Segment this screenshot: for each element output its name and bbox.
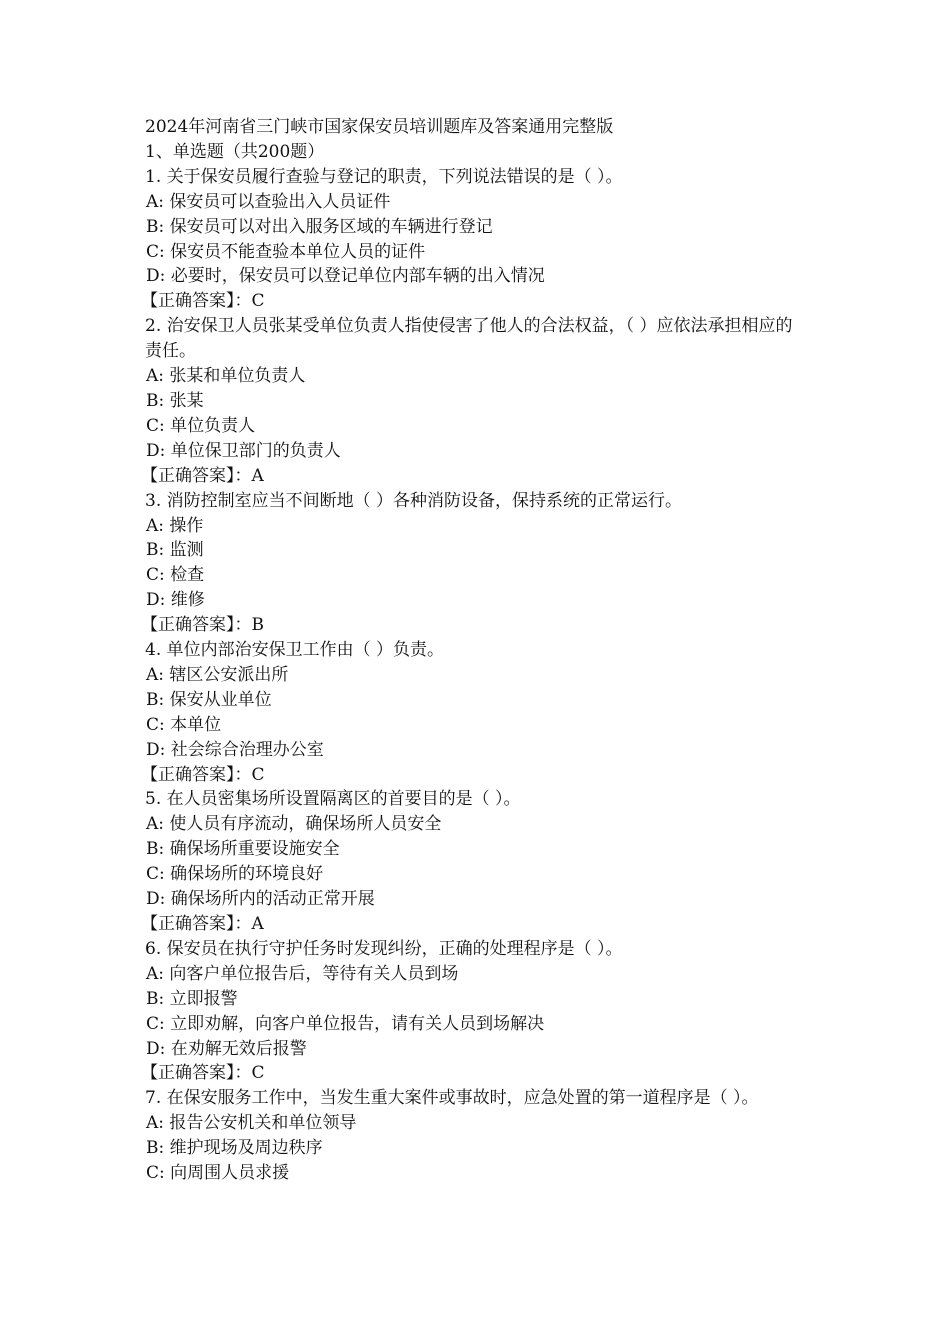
option-d: D: 在劝解无效后报警	[146, 1038, 307, 1059]
option-b: B: 立即报警	[146, 988, 238, 1009]
document-title: 2024年河南省三门峡市国家保安员培训题库及答案通用完整版	[145, 117, 614, 137]
option-a: A: 操作	[146, 515, 204, 536]
option-c: C: 向周围人员求援	[146, 1163, 290, 1184]
option-a: A: 辖区公安派出所	[146, 664, 289, 685]
correct-answer: 【正确答案】：C	[141, 764, 265, 785]
option-d: D: 单位保卫部门的负责人	[146, 440, 341, 461]
option-a: A: 保安员可以查验出入人员证件	[146, 191, 391, 212]
option-c: C: 确保场所的环境良好	[146, 864, 324, 885]
question-block	[141, 314, 805, 488]
correct-answer: 【正确答案】：C	[141, 291, 265, 312]
option-b: B: 监测	[146, 540, 204, 561]
option-b: B: 张某	[146, 390, 204, 411]
correct-answer: 【正确答案】：B	[141, 615, 264, 636]
option-d: D: 必要时，保安员可以登记单位内部车辆的出入情况	[146, 266, 545, 287]
option-b: B: 保安从业单位	[146, 689, 272, 710]
option-c: C: 立即劝解，向客户单位报告，请有关人员到场解决	[146, 1013, 545, 1034]
question-text: 4. 单位内部治安保卫工作由（ ）负责。	[145, 640, 445, 661]
question-block	[141, 937, 805, 1086]
option-b: B: 维护现场及周边秩序	[146, 1138, 323, 1159]
option-a: A: 向客户单位报告后，等待有关人员到场	[146, 963, 459, 984]
option-c: C: 检查	[146, 565, 205, 586]
question-text: 3. 消防控制室应当不间断地（ ）各种消防设备，保持系统的正常运行。	[145, 490, 683, 511]
question-text: 2. 治安保卫人员张某受单位负责人指使侵害了他人的合法权益，（ ）应依法承担相应的责任。	[145, 316, 793, 362]
option-c: C: 本单位	[146, 714, 222, 735]
option-d: D: 社会综合治理办公室	[146, 739, 324, 760]
question-text: 5. 在人员密集场所设置隔离区的首要目的是（ ）。	[145, 789, 521, 810]
correct-answer: 【正确答案】：A	[141, 465, 264, 486]
option-a: A: 使人员有序流动，确保场所人员安全	[146, 814, 442, 835]
option-a: A: 报告公安机关和单位领导	[146, 1113, 357, 1134]
question-block	[141, 489, 805, 638]
option-d: D: 维修	[146, 590, 205, 611]
correct-answer: 【正确答案】：A	[141, 914, 264, 934]
option-c: C: 保安员不能查验本单位人员的证件	[146, 241, 426, 262]
question-block	[141, 787, 805, 936]
option-c: C: 单位负责人	[146, 415, 256, 436]
option-a: A: 张某和单位负责人	[146, 366, 306, 387]
question-text: 6. 保安员在执行守护任务时发现纠纷，正确的处理程序是（ ）。	[145, 938, 623, 959]
question-block	[145, 1086, 805, 1186]
question-text: 1. 关于保安员履行查验与登记的职责，下列说法错误的是（ ）。	[145, 166, 623, 187]
section-heading: 1、单选题（共200题）	[145, 141, 325, 162]
document-page	[141, 115, 805, 1186]
question-block	[141, 165, 805, 314]
correct-answer: 【正确答案】：C	[141, 1063, 265, 1084]
question-text: 7. 在保安服务工作中，当发生重大案件或事故时，应急处置的第一道程序是（ ）。	[145, 1088, 759, 1109]
option-b: B: 确保场所重要设施安全	[146, 839, 340, 860]
question-block	[141, 638, 805, 787]
option-d: D: 确保场所内的活动正常开展	[146, 889, 375, 910]
option-b: B: 保安员可以对出入服务区域的车辆进行登记	[146, 216, 493, 237]
